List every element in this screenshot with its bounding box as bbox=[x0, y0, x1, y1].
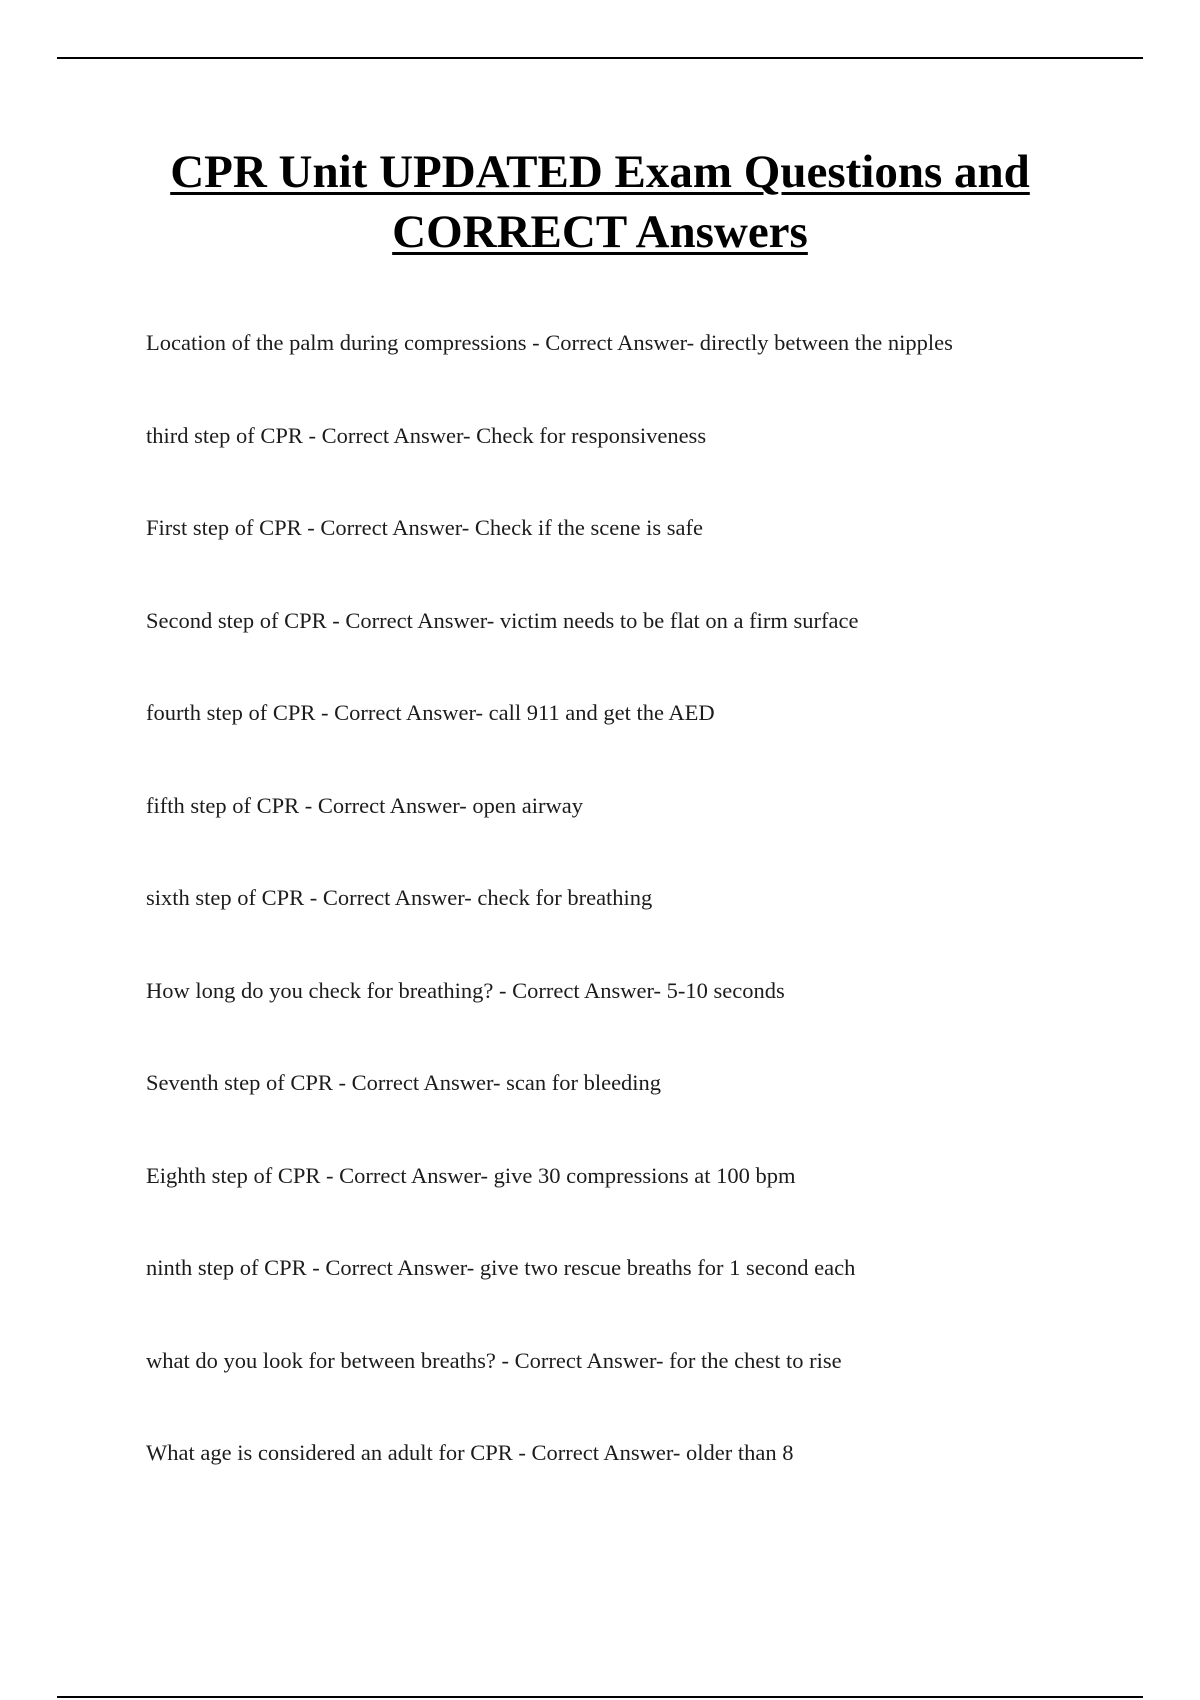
qa-item: Location of the palm during compressions - Correct Answer- directly between the nipples bbox=[146, 330, 953, 355]
qa-item: what do you look for between breaths? - Correct Answer- for the chest to rise bbox=[146, 1347, 842, 1373]
top-rule bbox=[57, 57, 1143, 59]
qa-item: How long do you check for breathing? - Correct Answer- 5-10 seconds bbox=[146, 977, 785, 1003]
qa-item: ninth step of CPR - Correct Answer- give two rescue breaths for 1 second each bbox=[146, 1255, 856, 1280]
document-title-text: CPR Unit UPDATED Exam Questions and CORRECT Answers bbox=[170, 146, 1030, 258]
qa-item: third step of CPR - Correct Answer- Check for responsiveness bbox=[146, 422, 707, 448]
qa-item: fourth step of CPR - Correct Answer- call 911 and get the AED bbox=[146, 700, 715, 725]
document-title bbox=[60, 142, 1140, 262]
qa-list bbox=[146, 328, 1106, 1531]
qa-item: Second step of CPR - Correct Answer- victim needs to be flat on a firm surface bbox=[146, 607, 859, 633]
bottom-rule bbox=[57, 1696, 1143, 1698]
qa-item: First step of CPR - Correct Answer- Check if the scene is safe bbox=[146, 515, 703, 540]
qa-item: fifth step of CPR - Correct Answer- open airway bbox=[146, 792, 583, 818]
qa-item: Eighth step of CPR - Correct Answer- give 30 compressions at 100 bpm bbox=[146, 1162, 796, 1188]
qa-item: sixth step of CPR - Correct Answer- check for breathing bbox=[146, 885, 653, 910]
qa-item: Seventh step of CPR - Correct Answer- scan for bleeding bbox=[146, 1070, 662, 1095]
qa-item: What age is considered an adult for CPR - Correct Answer- older than 8 bbox=[146, 1440, 794, 1465]
